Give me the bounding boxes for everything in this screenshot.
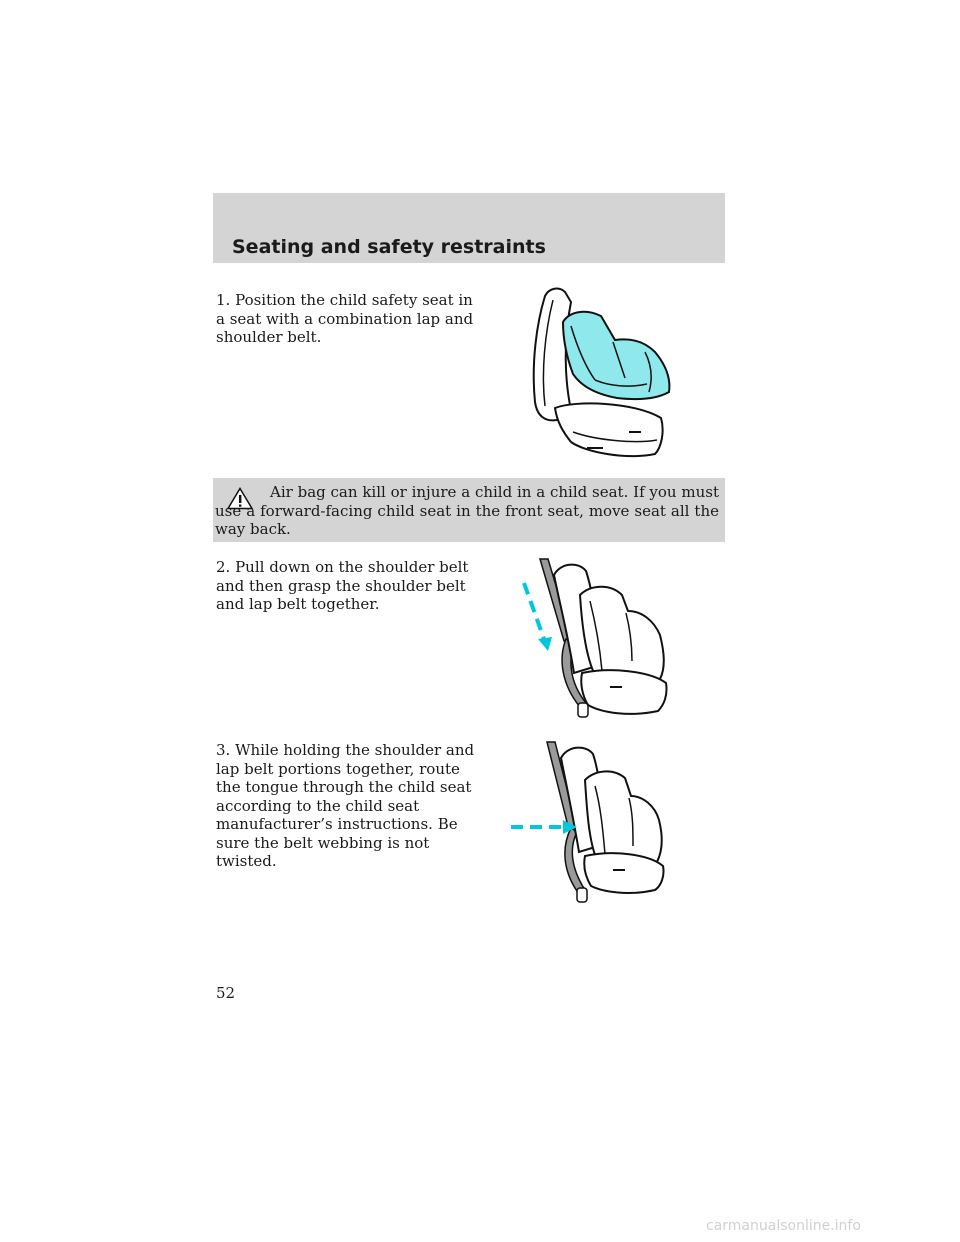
route-belt-through-seat-illustration xyxy=(505,738,685,908)
child-seat-in-vehicle-seat-illustration xyxy=(525,282,685,464)
step-3-text: 3. While holding the shoulder and lap belt portions together, route the tongue through the child seat according to the child seat manufacturer’s instructions. Be sure the belt webbing is not twisted. xyxy=(216,741,475,870)
warning-box xyxy=(213,478,725,542)
watermark: carmanualsonline.info xyxy=(706,1218,861,1234)
pull-shoulder-belt-illustration xyxy=(510,555,685,725)
step-1-text: 1. Position the child safety seat in a seat with a combination lap and shoulder belt. xyxy=(216,291,474,346)
step-2-text: 2. Pull down on the shoulder belt and then grasp the shoulder belt and lap belt together. xyxy=(216,558,469,613)
page-number: 52 xyxy=(216,984,236,1002)
section-title: Seating and safety restraints xyxy=(232,236,546,258)
warning-text: Air bag can kill or injure a child in a child seat. If you must use a forward-facing child seat in the front seat, move seat all the way back. xyxy=(215,483,719,538)
